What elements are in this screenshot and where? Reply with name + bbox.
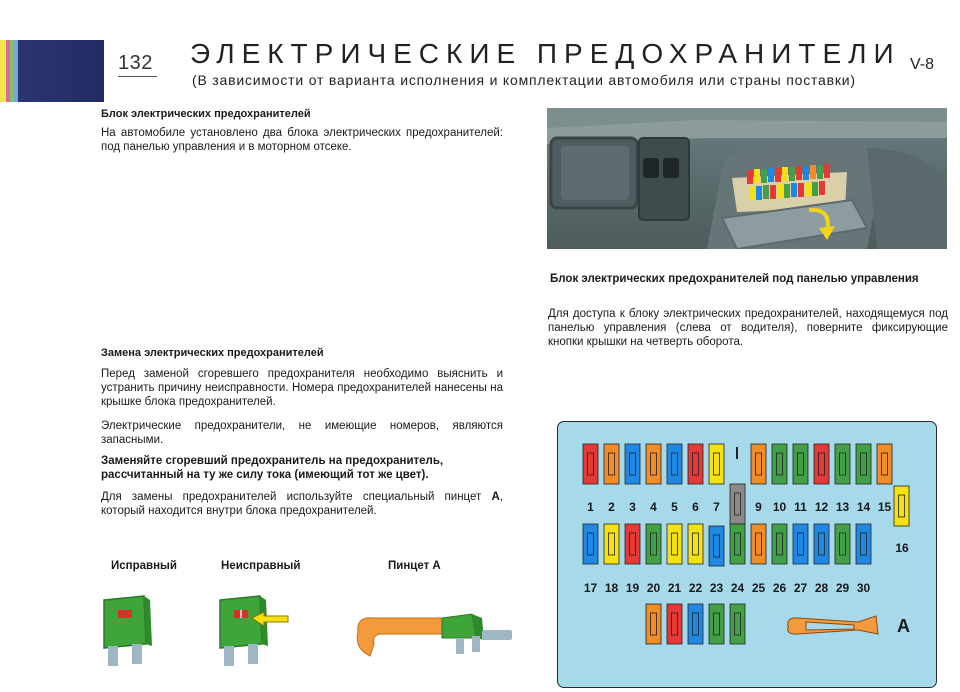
fuse-number-row1: 7 [713, 500, 720, 514]
fuse-row1-11 [793, 444, 808, 484]
divider-mark [736, 447, 738, 459]
tweezers-label: Пинцет А [388, 560, 441, 572]
fuse-number-row2: 27 [793, 581, 808, 595]
tab-navy [18, 40, 104, 102]
fuse-row1-12 [814, 444, 829, 484]
tweezers-letter: A [897, 616, 910, 636]
fuse-number-row1: 5 [671, 500, 678, 514]
fuse-number-row2: 26 [772, 581, 787, 595]
fuse-number-row2: 23 [709, 581, 724, 595]
block2-p3-text: Для замены предохранителей используйте специальный пинцет [101, 491, 492, 503]
fuse-number-row1: 10 [772, 500, 787, 514]
fuse-number-row2: 24 [730, 581, 745, 595]
fuse-row1-9 [751, 444, 766, 484]
dashboard-fusebox-photo [547, 108, 947, 249]
block2-paragraph2: Электрические предохранители, не имеющие номеров, являются запасными. [101, 420, 503, 446]
fuse-number-row2: 19 [625, 581, 640, 595]
fusebox-diagram-graphic [558, 422, 936, 687]
photo-caption-heading: Блок электрических предохранителей под панелью управления [550, 273, 919, 285]
fuse-number-row1: 12 [814, 500, 829, 514]
fuse-16 [894, 486, 909, 526]
fuse-row2-25 [751, 524, 766, 564]
block2-p3-end: , который находится внутри блока предохранителей. [101, 491, 503, 517]
fusebox-diagram [557, 421, 937, 688]
fuse-row2-19 [625, 524, 640, 564]
dashboard-photo-illustration [547, 108, 947, 249]
page-subtitle: (В зависимости от варианта исполнения и комплектации автомобиля или страны поставки) [192, 72, 856, 88]
chapter-color-tabs [0, 40, 106, 102]
tweezers-icon [352, 604, 520, 666]
block2-p3-letter: А [491, 491, 500, 503]
blown-fuse-icon [212, 592, 292, 674]
fuse-row2-17 [583, 524, 598, 564]
fuse-number-row2: 29 [835, 581, 850, 595]
fuse-row2-22 [688, 524, 703, 564]
fuse-row1-3 [625, 444, 640, 484]
fuse-number-row2: 25 [751, 581, 766, 595]
fuse-row1-1 [583, 444, 598, 484]
fuse-number-row1: 9 [755, 500, 762, 514]
fuse-row3-1 [646, 604, 661, 644]
fuse-row2-29 [835, 524, 850, 564]
bad-fuse-label: Неисправный [221, 560, 301, 572]
fuse-number-row1: 3 [629, 500, 636, 514]
block2-warning: Заменяйте сгоревший предохранитель на предохранитель, рассчитанный на ту же силу тока (имеющий тот же цвет). [101, 455, 444, 481]
fuse-row1-15 [877, 444, 892, 484]
photo-caption-text: Для доступа к блоку электрических предохранителей, находящемуся под панелью управления (слева от водителя), поверните фиксирующие кнопки крышки на четверть оборота. [548, 308, 948, 348]
fuse-number-row1: 15 [877, 500, 892, 514]
fuse-row3-2 [667, 604, 682, 644]
fuse-row1-13 [835, 444, 850, 484]
fuse-row2-20 [646, 524, 661, 564]
fuse-row2-27 [793, 524, 808, 564]
fuse-row1-10 [772, 444, 787, 484]
fuse-number-row2: 21 [667, 581, 682, 595]
fuse-row1-7 [709, 444, 724, 484]
fuse-row1-5 [667, 444, 682, 484]
fuse-number-row1: 14 [856, 500, 871, 514]
fuse-row3-3 [688, 604, 703, 644]
fuse-number-row1: 1 [587, 500, 594, 514]
fuse-row3-5 [730, 604, 745, 644]
fuse-number-row1: 11 [794, 500, 807, 514]
fuse-row1-4 [646, 444, 661, 484]
spare-fuse [730, 484, 745, 524]
fuse-row1-14 [856, 444, 871, 484]
fuse-number-row2: 18 [604, 581, 619, 595]
fuse-number-row2: 20 [646, 581, 661, 595]
fuse-row2-gap [709, 526, 724, 566]
fuse-row2-30 [856, 524, 871, 564]
fuse-row2-18 [604, 524, 619, 564]
fuse-number-row2: 22 [688, 581, 703, 595]
fuse-row1-2 [604, 444, 619, 484]
tweezers-diagram-icon [788, 616, 878, 634]
page-number: 132 [118, 52, 157, 77]
fuse-row2-24 [730, 524, 745, 564]
page-title: ЭЛЕКТРИЧЕСКИЕ ПРЕДОХРАНИТЕЛИ [190, 38, 901, 69]
block2-paragraph1: Перед заменой сгоревшего предохранителя необходимо выяснить и устранить причину неисправности. Номера предохранителей нанесены на крышке блока предохранителей. [101, 368, 503, 408]
good-fuse-icon [96, 592, 156, 674]
fuse-number-row1: 13 [835, 500, 850, 514]
section-code: V-8 [909, 56, 934, 73]
block1-heading: Блок электрических предохранителей [101, 108, 311, 120]
fuse-number-row1: 2 [608, 500, 615, 514]
fuse-row2-21 [667, 524, 682, 564]
fuse-number-row2: 17 [583, 581, 598, 595]
fuse-row2-28 [814, 524, 829, 564]
fuse-number-row2: 28 [814, 581, 829, 595]
block2-heading: Замена электрических предохранителей [101, 347, 324, 359]
fuse-number-row1: 4 [650, 500, 657, 514]
block1-text: На автомобиле установлено два блока электрических предохранителей: под панелью управления и в моторном отсеке. [101, 127, 503, 153]
fuse-row2-26 [772, 524, 787, 564]
fuse-number-16: 16 [895, 541, 909, 555]
fuse-row3-4 [709, 604, 724, 644]
good-fuse-label: Исправный [111, 560, 177, 572]
fuse-row1-6 [688, 444, 703, 484]
fuse-number-row2: 30 [856, 581, 871, 595]
block2-paragraph3 [101, 490, 503, 518]
fuse-number-row1: 6 [692, 500, 699, 514]
